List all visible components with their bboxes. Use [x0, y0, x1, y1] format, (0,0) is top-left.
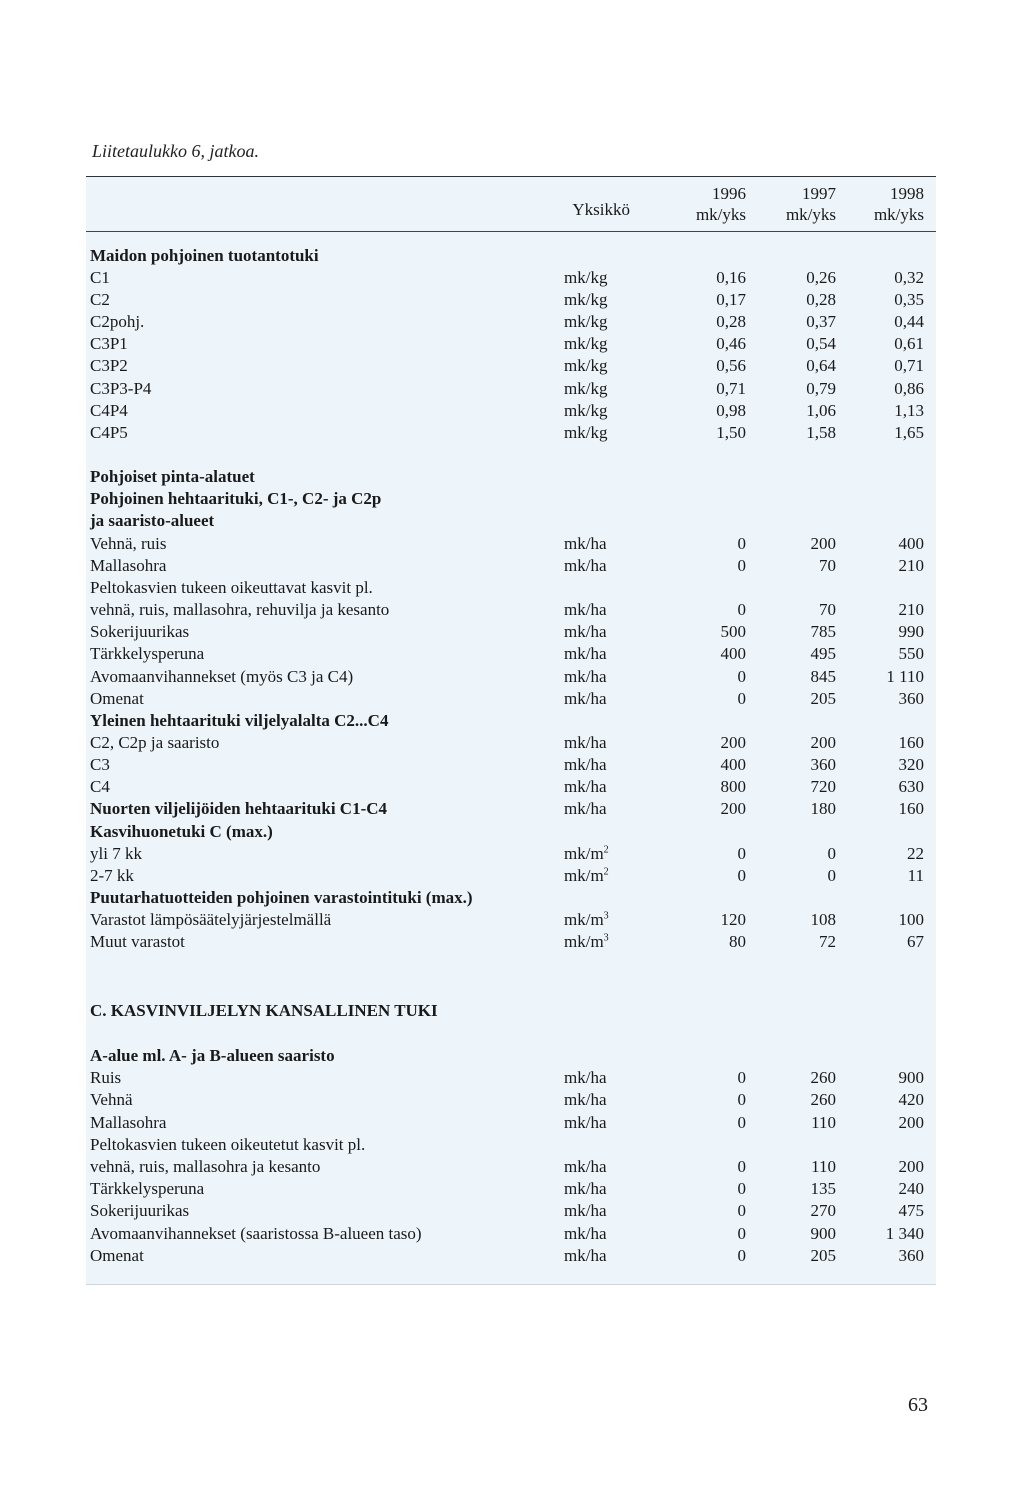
value-1996: 0,17 [716, 290, 746, 309]
row-unit [564, 1245, 607, 1267]
row-label: C2, C2p ja saaristo [90, 733, 220, 752]
value-1996: 0 [737, 1090, 746, 1109]
value-1996: 0 [737, 1246, 746, 1265]
value-1998: 420 [898, 1090, 924, 1109]
row-unit-text: mk/ha [564, 689, 607, 708]
value-1996: 0 [737, 667, 746, 686]
row-unit [564, 666, 607, 688]
value-1998: 1 340 [885, 1224, 924, 1243]
row-unit [564, 311, 607, 333]
value-1997: 200 [810, 733, 836, 752]
row-unit [564, 378, 607, 400]
value-1998: 0,86 [894, 379, 924, 398]
table-row [86, 1156, 936, 1178]
row-label: Tärkkelysperuna [90, 644, 205, 663]
row-label: Sokerijuurikas [90, 622, 190, 641]
row-label: C1 [90, 268, 110, 287]
table-row [86, 1045, 936, 1067]
value-1998: 550 [898, 644, 924, 663]
row-unit [564, 865, 609, 887]
table-row [86, 666, 936, 688]
row-unit [564, 1089, 607, 1111]
value-1998: 360 [898, 1246, 924, 1265]
table-row [86, 1178, 936, 1200]
row-unit [564, 754, 607, 776]
row-unit [564, 1112, 607, 1134]
row-unit-text: mk/ha [564, 1113, 607, 1132]
value-1998: 0,61 [894, 334, 924, 353]
value-1996: 0 [737, 866, 746, 885]
value-1997: 900 [810, 1224, 836, 1243]
header-unit-1996: mk/yks [695, 205, 746, 224]
row-label: C4P4 [90, 401, 128, 420]
row-unit-text: mk/ha [564, 1090, 607, 1109]
table-row [86, 289, 936, 311]
header-unit-1997: mk/yks [785, 205, 836, 224]
value-1998: 200 [898, 1157, 924, 1176]
row-unit [564, 776, 607, 798]
page-number: 63 [908, 1394, 928, 1416]
value-1996: 0 [737, 600, 746, 619]
row-unit-text: mk/kg [564, 423, 608, 442]
row-unit-exponent: 3 [603, 932, 609, 944]
table-row [86, 732, 936, 754]
row-unit-text: mk/m [564, 932, 604, 951]
value-1997: 205 [810, 689, 836, 708]
row-unit [564, 1178, 607, 1200]
row-unit-text: mk/ha [564, 1224, 607, 1243]
value-1998: 100 [898, 910, 924, 929]
value-1997: 0,28 [806, 290, 836, 309]
row-unit [564, 621, 607, 643]
value-1998: 360 [898, 689, 924, 708]
row-unit [564, 909, 609, 931]
table-row [86, 1112, 936, 1134]
value-1997: 0,79 [806, 379, 836, 398]
row-unit [564, 843, 609, 865]
row-label: Omenat [90, 1246, 144, 1265]
row-label: ja saaristo-alueet [90, 511, 215, 530]
row-label: C3 [90, 755, 110, 774]
value-1997: 110 [811, 1113, 836, 1132]
value-1997: 1,58 [806, 423, 836, 442]
row-label: A-alue ml. A- ja B-alueen saaristo [90, 1046, 335, 1065]
row-label: Kasvihuonetuki C (max.) [90, 822, 273, 841]
row-label: Muut varastot [90, 932, 185, 951]
row-unit [564, 400, 607, 422]
value-1997: 70 [819, 600, 836, 619]
value-1997: 260 [810, 1090, 836, 1109]
row-unit-text: mk/ha [564, 1179, 607, 1198]
row-unit-text: mk/ha [564, 556, 607, 575]
row-unit [564, 688, 607, 710]
row-label: C4 [90, 777, 110, 796]
value-1998: 240 [898, 1179, 924, 1198]
row-label: Pohjoinen hehtaarituki, C1-, C2- ja C2p [90, 489, 382, 508]
table-row [86, 887, 936, 909]
row-label: C3P2 [90, 356, 128, 375]
row-unit [564, 422, 607, 444]
row-label: Pohjoiset pinta-alatuet [90, 467, 255, 486]
row-unit-text: mk/ha [564, 1246, 607, 1265]
row-unit-exponent: 2 [603, 844, 609, 856]
table-row [86, 931, 936, 953]
value-1998: 320 [898, 755, 924, 774]
row-unit [564, 643, 607, 665]
row-unit-text: mk/kg [564, 379, 608, 398]
value-1998: 11 [907, 866, 924, 885]
row-unit-text: mk/kg [564, 290, 608, 309]
row-label: yli 7 kk [90, 844, 142, 863]
value-1998: 210 [898, 556, 924, 575]
value-1996: 200 [720, 799, 746, 818]
row-label: C3P3-P4 [90, 379, 152, 398]
value-1996: 400 [720, 755, 746, 774]
value-1997: 0,26 [806, 268, 836, 287]
value-1996: 0 [737, 1179, 746, 1198]
row-unit [564, 533, 607, 555]
value-1997: 0,54 [806, 334, 836, 353]
value-1996: 120 [720, 910, 746, 929]
row-unit-text: mk/m [564, 844, 604, 863]
table-row [86, 865, 936, 887]
value-1998: 1,65 [894, 423, 924, 442]
row-unit [564, 1067, 607, 1089]
row-label: Peltokasvien tukeen oikeuttavat kasvit pl. [90, 578, 373, 597]
row-unit [564, 732, 607, 754]
row-unit-text: mk/ha [564, 777, 607, 796]
table-row [86, 267, 936, 289]
value-1996: 0 [737, 1068, 746, 1087]
value-1998: 160 [898, 733, 924, 752]
row-unit-text: mk/ha [564, 799, 607, 818]
table-row [86, 798, 936, 820]
value-1996: 0 [737, 1113, 746, 1132]
row-label: vehnä, ruis, mallasohra, rehuvilja ja kesanto [90, 600, 390, 619]
row-unit-text: mk/ha [564, 644, 607, 663]
value-1996: 500 [720, 622, 746, 641]
row-unit [564, 333, 607, 355]
value-1997: 0,37 [806, 312, 836, 331]
header-year-1998: 1998 [890, 184, 924, 203]
row-label: 2-7 kk [90, 866, 134, 885]
row-unit-text: mk/ha [564, 1201, 607, 1220]
row-unit-text: mk/m [564, 866, 604, 885]
value-1998: 630 [898, 777, 924, 796]
row-unit-text: mk/kg [564, 334, 608, 353]
row-unit-text: mk/ha [564, 534, 607, 553]
value-1996: 0,98 [716, 401, 746, 420]
value-1996: 0,16 [716, 268, 746, 287]
value-1998: 67 [907, 932, 924, 951]
table-row [86, 510, 936, 532]
row-label: Mallasohra [90, 1113, 167, 1132]
value-1998: 160 [898, 799, 924, 818]
row-unit [564, 1223, 607, 1245]
value-1998: 900 [898, 1068, 924, 1087]
row-unit-text: mk/kg [564, 401, 608, 420]
value-1998: 1 110 [886, 667, 924, 686]
row-unit-text: mk/kg [564, 268, 608, 287]
table-row [86, 245, 936, 267]
value-1996: 0,28 [716, 312, 746, 331]
table-row [86, 909, 936, 931]
value-1997: 0,64 [806, 356, 836, 375]
value-1996: 0 [737, 1201, 746, 1220]
table-row [86, 422, 936, 444]
row-unit [564, 931, 609, 953]
row-unit-text: mk/kg [564, 356, 608, 375]
row-unit [564, 555, 607, 577]
row-label: Omenat [90, 689, 144, 708]
table-row [86, 555, 936, 577]
value-1997: 0 [827, 866, 836, 885]
value-1996: 80 [729, 932, 746, 951]
row-unit-text: mk/ha [564, 622, 607, 641]
value-1998: 0,35 [894, 290, 924, 309]
value-1997: 495 [810, 644, 836, 663]
table-row [86, 400, 936, 422]
table-header [86, 177, 936, 232]
row-label: Ruis [90, 1068, 122, 1087]
table-row [86, 378, 936, 400]
value-1996: 1,50 [716, 423, 746, 442]
row-label: Avomaanvihannekset (myös C3 ja C4) [90, 667, 354, 686]
row-label: C2pohj. [90, 312, 145, 331]
value-1997: 205 [810, 1246, 836, 1265]
value-1997: 200 [810, 534, 836, 553]
row-unit [564, 289, 607, 311]
header-unit-1998: mk/yks [873, 205, 924, 224]
value-1997: 845 [810, 667, 836, 686]
row-label: Sokerijuurikas [90, 1201, 190, 1220]
value-1997: 180 [810, 799, 836, 818]
table-row [86, 355, 936, 377]
table-row [86, 466, 936, 488]
value-1997: 785 [810, 622, 836, 641]
value-1997: 110 [811, 1157, 836, 1176]
row-label: Avomaanvihannekset (saaristossa B-alueen taso) [90, 1224, 422, 1243]
table-row [86, 621, 936, 643]
table-row [86, 311, 936, 333]
value-1998: 200 [898, 1113, 924, 1132]
row-unit-text: mk/ha [564, 755, 607, 774]
value-1998: 1,13 [894, 401, 924, 420]
value-1998: 210 [898, 600, 924, 619]
row-label: Varastot lämpösäätelyjärjestelmällä [90, 910, 332, 929]
row-label: vehnä, ruis, mallasohra ja kesanto [90, 1157, 321, 1176]
row-label: C. KASVINVILJELYN KANSALLINEN TUKI [90, 1001, 438, 1020]
table-row [86, 488, 936, 510]
data-table [86, 176, 936, 1285]
row-label: Puutarhatuotteiden pohjoinen varastointituki (max.) [90, 888, 473, 907]
value-1998: 400 [898, 534, 924, 553]
header-year-1997: 1997 [802, 184, 836, 203]
table-row [86, 776, 936, 798]
row-label: Tärkkelysperuna [90, 1179, 205, 1198]
table-row [86, 643, 936, 665]
row-unit-text: mk/ha [564, 600, 607, 619]
row-label: C4P5 [90, 423, 128, 442]
table-row [86, 1223, 936, 1245]
header-year-1996: 1996 [712, 184, 746, 203]
row-unit [564, 267, 607, 289]
row-label: Mallasohra [90, 556, 167, 575]
table-row [86, 1089, 936, 1111]
table-row [86, 577, 936, 599]
value-1996: 0,56 [716, 356, 746, 375]
value-1998: 22 [907, 844, 924, 863]
header-unit: Yksikkö [572, 200, 630, 219]
table-row [86, 688, 936, 710]
row-label: Vehnä, ruis [90, 534, 167, 553]
value-1998: 0,32 [894, 268, 924, 287]
table-row [86, 1067, 936, 1089]
table-row [86, 754, 936, 776]
row-unit [564, 1200, 607, 1222]
value-1997: 108 [810, 910, 836, 929]
value-1997: 0 [827, 844, 836, 863]
value-1997: 720 [810, 777, 836, 796]
value-1996: 400 [720, 644, 746, 663]
value-1997: 1,06 [806, 401, 836, 420]
row-label: Nuorten viljelijöiden hehtaarituki C1-C4 [90, 799, 388, 818]
table-row [86, 599, 936, 621]
value-1996: 0 [737, 844, 746, 863]
table-row [86, 533, 936, 555]
value-1996: 200 [720, 733, 746, 752]
value-1996: 0,46 [716, 334, 746, 353]
value-1996: 0 [737, 1157, 746, 1176]
value-1998: 990 [898, 622, 924, 641]
table-row [86, 1200, 936, 1222]
row-label: C3P1 [90, 334, 128, 353]
row-unit-text: mk/ha [564, 1157, 607, 1176]
value-1997: 260 [810, 1068, 836, 1087]
row-unit-text: mk/ha [564, 733, 607, 752]
value-1996: 0 [737, 689, 746, 708]
value-1996: 0 [737, 1224, 746, 1243]
value-1998: 0,44 [894, 312, 924, 331]
row-unit [564, 355, 607, 377]
table-row [86, 710, 936, 732]
row-unit [564, 1156, 607, 1178]
row-label: Yleinen hehtaarituki viljelyalalta C2...C4 [90, 711, 389, 730]
row-unit-exponent: 3 [603, 910, 609, 922]
value-1997: 72 [819, 932, 836, 951]
value-1996: 0,71 [716, 379, 746, 398]
row-unit-text: mk/kg [564, 312, 608, 331]
row-label: Maidon pohjoinen tuotantotuki [90, 246, 319, 265]
table-row [86, 333, 936, 355]
row-unit-text: mk/m [564, 910, 604, 929]
row-label: C2 [90, 290, 110, 309]
value-1996: 0 [737, 534, 746, 553]
table-row [86, 1000, 936, 1022]
value-1997: 270 [810, 1201, 836, 1220]
value-1997: 360 [810, 755, 836, 774]
row-unit-exponent: 2 [603, 866, 609, 878]
value-1997: 70 [819, 556, 836, 575]
value-1996: 0 [737, 556, 746, 575]
row-unit [564, 599, 607, 621]
value-1997: 135 [810, 1179, 836, 1198]
table-row [86, 1245, 936, 1267]
table-row [86, 1134, 936, 1156]
value-1996: 800 [720, 777, 746, 796]
table-caption: Liitetaulukko 6, jatkoa. [92, 141, 259, 161]
table-row [86, 843, 936, 865]
value-1998: 475 [898, 1201, 924, 1220]
row-unit [564, 798, 607, 820]
value-1998: 0,71 [894, 356, 924, 375]
row-unit-text: mk/ha [564, 1068, 607, 1087]
row-unit-text: mk/ha [564, 667, 607, 686]
row-label: Peltokasvien tukeen oikeutetut kasvit pl. [90, 1135, 366, 1154]
table-row [86, 821, 936, 843]
row-label: Vehnä [90, 1090, 133, 1109]
